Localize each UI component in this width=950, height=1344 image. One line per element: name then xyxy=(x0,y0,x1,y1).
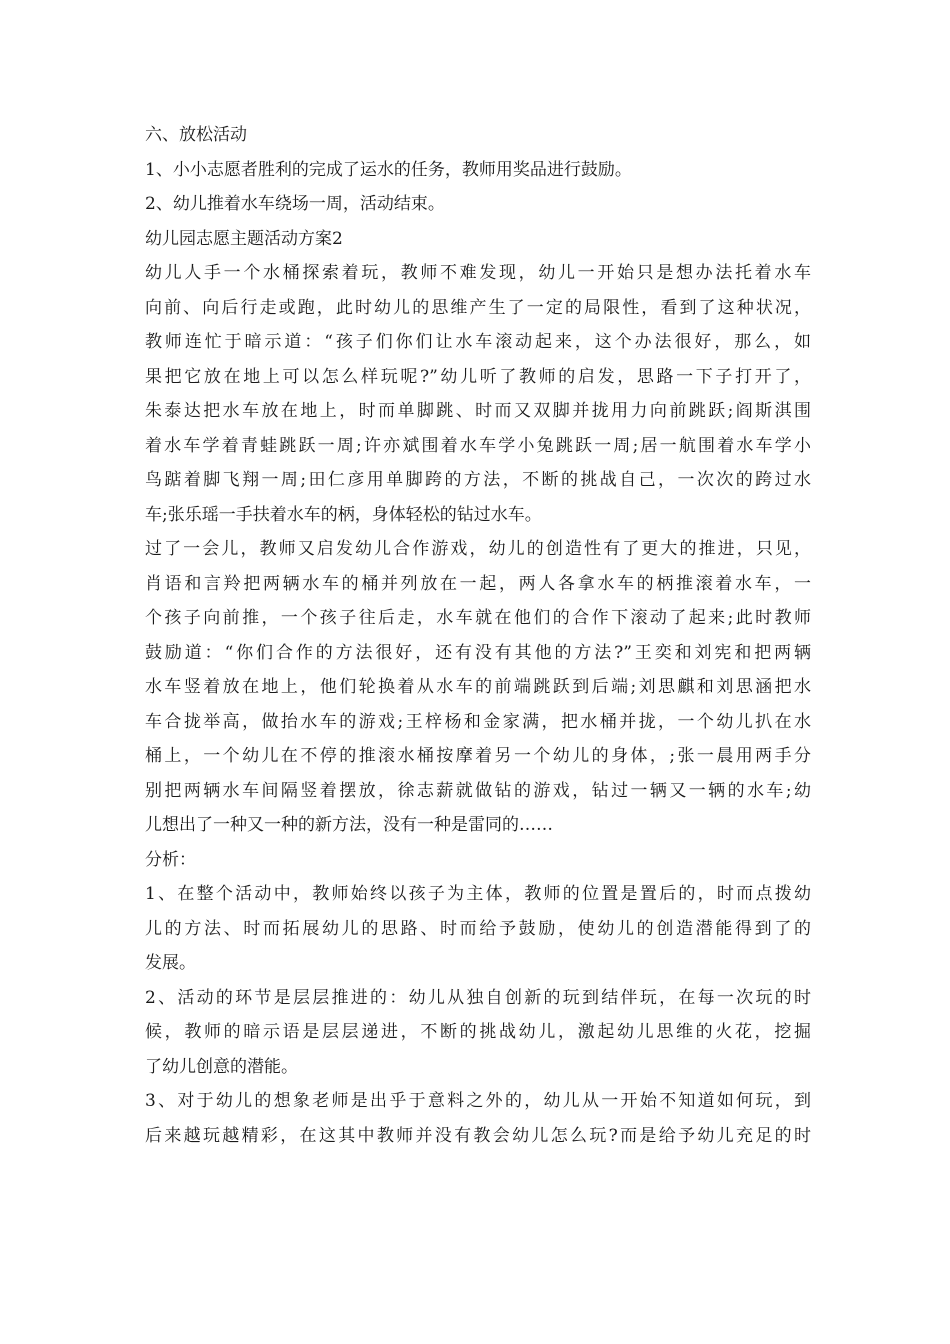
paragraph-line: 了幼儿创意的潜能。 xyxy=(145,1056,298,1077)
section-heading: 六、放松活动 xyxy=(145,125,247,145)
section-heading: 分析： xyxy=(145,849,196,870)
paragraph-line: 车;张乐瑶一手扶着水车的柄，身体轻松的钻过水车。 xyxy=(145,504,542,525)
paragraph-line: 别把两辆水车间隔竖着摆放，徐志薪就做钻的游戏，钻过一辆又一辆的水车;幼 xyxy=(145,780,811,801)
paragraph-line: 教师连忙于暗示道：“孩子们你们让水车滚动起来，这个办法很好，那么，如 xyxy=(145,332,811,352)
paragraph-line: 桶上，一个幼儿在不停的推滚水桶按摩着另一个幼儿的身体，;张一晨用两手分 xyxy=(145,746,811,766)
paragraph-line: 候，教师的暗示语是层层递进，不断的挑战幼儿，激起幼儿思维的火花，挖掘 xyxy=(145,1022,811,1042)
list-item: 2、幼儿推着水车绕场一周，活动结束。 xyxy=(145,194,445,214)
paragraph-line: 幼儿人手一个水桶探索着玩，教师不难发现，幼儿一开始只是想办法托着水车 xyxy=(145,263,811,283)
paragraph-line: 水车竖着放在地上，他们轮换着从水车的前端跳跃到后端;刘思麒和刘思涵把水 xyxy=(145,677,811,697)
paragraph-line: 3、对于幼儿的想象老师是出乎于意料之外的，幼儿从一开始不知道如何玩，到 xyxy=(145,1091,811,1111)
paragraph-line: 着水车学着青蛙跳跃一周;许亦斌围着水车学小兔跳跃一周;居一航围着水车学小 xyxy=(145,435,811,456)
document-page xyxy=(145,118,811,1153)
paragraph-line: 过了一会儿，教师又启发幼儿合作游戏，幼儿的创造性有了更大的推进，只见， xyxy=(145,539,811,559)
paragraph-line: 后来越玩越精彩，在这其中教师并没有教会幼儿怎么玩?而是给予幼儿充足的时 xyxy=(145,1125,811,1146)
paragraph-line: 2、活动的环节是层层推进的：幼儿从独自创新的玩到结伴玩，在每一次玩的时 xyxy=(145,987,811,1008)
paragraph-line: 发展。 xyxy=(145,953,196,973)
paragraph-line: 车合拢举高，做抬水车的游戏;王梓杨和金家满，把水桶并拢，一个幼儿扒在水 xyxy=(145,711,811,732)
paragraph-line: 1、在整个活动中，教师始终以孩子为主体，教师的位置是置后的，时而点拨幼 xyxy=(145,884,811,904)
paragraph-line: 儿的方法、时而拓展幼儿的思路、时而给予鼓励，使幼儿的创造潜能得到了的 xyxy=(145,918,811,939)
paragraph-line: 肖语和言羚把两辆水车的桶并列放在一起，两人各拿水车的柄推滚着水车，一 xyxy=(145,573,811,594)
paragraph-line: 朱泰达把水车放在地上，时而单脚跳、时而又双脚并拢用力向前跳跃;阎斯淇围 xyxy=(145,401,811,421)
list-item: 1、小小志愿者胜利的完成了运水的任务，教师用奖品进行鼓励。 xyxy=(145,159,632,180)
paragraph-line: 向前、向后行走或跑，此时幼儿的思维产生了一定的局限性，看到了这种状况， xyxy=(145,297,811,318)
paragraph-line: 鼓励道：“你们合作的方法很好，还有没有其他的方法?”王奕和刘宪和把两辆 xyxy=(145,642,811,663)
paragraph-line: 儿想出了一种又一种的新方法，没有一种是雷同的…… xyxy=(145,815,553,835)
paragraph-line: 果把它放在地上可以怎么样玩呢?”幼儿听了教师的启发，思路一下子打开了， xyxy=(145,366,811,387)
paragraph-line: 鸟踮着脚飞翔一周;田仁彦用单脚跨的方法，不断的挑战自己，一次次的跨过水 xyxy=(145,470,811,490)
paragraph-line: 个孩子向前推，一个孩子往后走，水车就在他们的合作下滚动了起来;此时教师 xyxy=(145,608,811,628)
document-subtitle: 幼儿园志愿主题活动方案2 xyxy=(145,228,343,249)
